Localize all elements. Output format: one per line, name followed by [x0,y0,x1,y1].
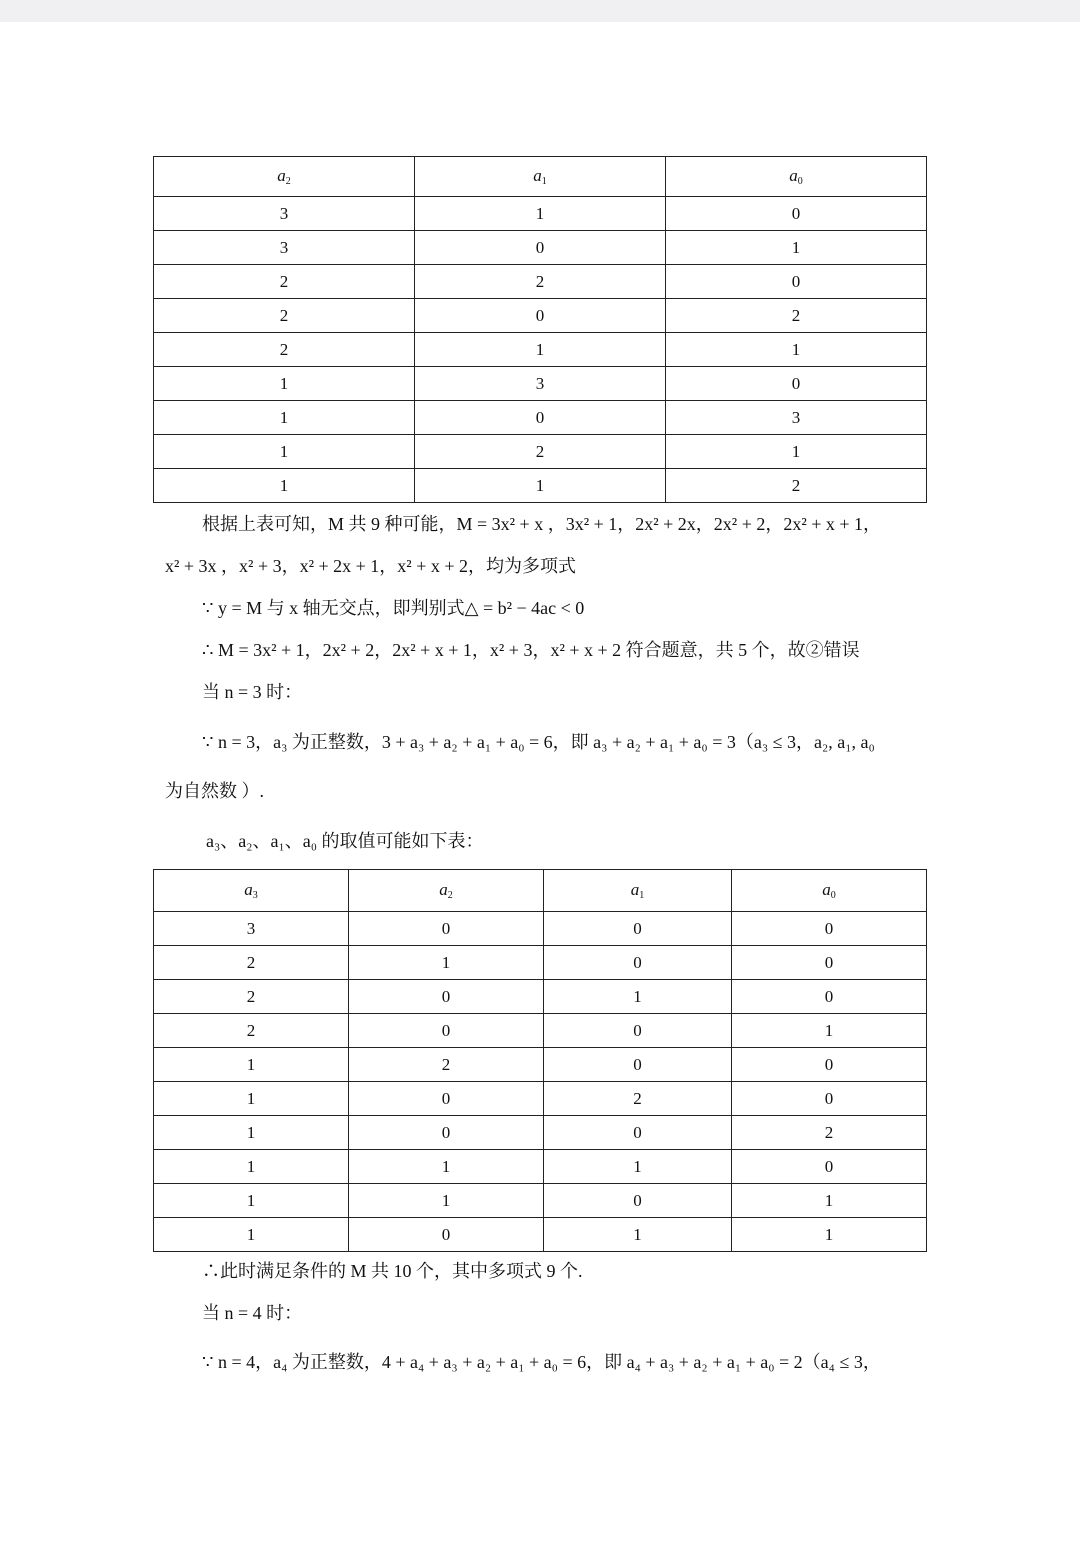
table-cell: 0 [349,1218,544,1252]
table-cell: 1 [154,401,415,435]
table-cell: 3 [154,912,349,946]
table-row [154,333,927,367]
table-cell: 2 [154,333,415,367]
table-row [154,1014,927,1048]
table-row [154,435,927,469]
table-cell: 3 [666,401,927,435]
table-header-row [154,870,927,912]
table-cell: 1 [154,1218,349,1252]
table-cell: 0 [544,1116,732,1150]
table-cell: 1 [154,1150,349,1184]
table-cell: 2 [415,435,666,469]
table-cell: 0 [544,1184,732,1218]
table-row [154,1184,927,1218]
coefficient-table-n3 [153,869,927,1252]
table-cell: 0 [544,912,732,946]
table-cell: 1 [415,469,666,503]
table-cell: 1 [154,1184,349,1218]
table-cell: 0 [349,912,544,946]
table-row [154,469,927,503]
table-cell: 2 [415,265,666,299]
table-cell: 1 [732,1184,927,1218]
table-cell: 1 [154,469,415,503]
table-cell: 1 [732,1218,927,1252]
table-row [154,231,927,265]
table-cell: 0 [349,980,544,1014]
table-row [154,980,927,1014]
table-cell: 0 [732,1048,927,1082]
table-cell: 0 [732,1150,927,1184]
table-row [154,1218,927,1252]
table-cell: 1 [415,197,666,231]
table-cell: 1 [544,980,732,1014]
table-cell: 0 [732,912,927,946]
table-cell: 1 [544,1150,732,1184]
coefficient-table-n2 [153,156,927,503]
table-cell: 0 [415,299,666,333]
table-cell: 0 [666,367,927,401]
text-line-n4-condition: ∵ n = 4，a₄ 为正整数，4 + a₄ + a₃ + a₂ + a₁ + a₀ = 6，即 a₄ + a₃ + a₂ + a₁ + a₀ = 2（a₄ ≤ 3， [202,1352,881,1372]
table-cell: 0 [666,197,927,231]
table-row [154,265,927,299]
table-cell: 3 [154,231,415,265]
table-cell: 2 [154,980,349,1014]
table-cell: 0 [666,265,927,299]
table-cell: 1 [349,1150,544,1184]
header-a1: $a_1$ [415,157,666,197]
table-row [154,367,927,401]
table-cell: 0 [349,1082,544,1116]
table-row [154,299,927,333]
table-cell: 1 [349,946,544,980]
table-cell: 2 [154,265,415,299]
table-row [154,1048,927,1082]
table-cell: 1 [732,1014,927,1048]
table-cell: 1 [544,1218,732,1252]
text-line-polynomials: x² + 3x ，x² + 3，x² + 2x + 1，x² + x + 2，均为多项式 [165,556,576,576]
viewer-top-bar [0,0,1080,22]
table-cell: 1 [154,1082,349,1116]
text-line-case-n3: 当 n = 3 时： [202,682,303,702]
table-cell: 1 [349,1184,544,1218]
table-cell: 0 [415,231,666,265]
text-line-count-summary: ∴此时满足条件的 M 共 10 个，其中多项式 9 个. [202,1261,583,1281]
table-cell: 0 [415,401,666,435]
text-line-table-intro: a₃、a₂、a₁、a₀ 的取值可能如下表： [206,831,484,851]
table-cell: 2 [349,1048,544,1082]
table-row [154,1082,927,1116]
table-cell: 2 [666,299,927,333]
table-cell: 1 [666,231,927,265]
text-line-possibilities: 根据上表可知，M 共 9 种可能，M = 3x² + x ，3x² + 1，2x² + 2x，2x² + 2，2x² + x + 1， [202,514,882,534]
table-cell: 0 [732,980,927,1014]
table-row [154,946,927,980]
table-cell: 1 [415,333,666,367]
text-line-discriminant: ∵ y = M 与 x 轴无交点，即判别式△ = b² − 4ac < 0 [202,598,585,618]
table-cell: 0 [544,1014,732,1048]
table-cell: 1 [154,1048,349,1082]
text-line-case-n4: 当 n = 4 时： [202,1303,303,1323]
table-cell: 0 [732,946,927,980]
header-a3: $a_3$ [154,870,349,912]
table-row [154,1150,927,1184]
text-line-n3-condition: ∵ n = 3，a₃ 为正整数，3 + a₃ + a₂ + a₁ + a₀ = 6，即 a₃ + a₂ + a₁ + a₀ = 3（a₃ ≤ 3，a₂, a₁, a₀ [202,732,875,752]
table-cell: 0 [349,1116,544,1150]
table-row [154,1116,927,1150]
table-cell: 1 [154,435,415,469]
header-a0: $a_0$ [666,157,927,197]
table-cell: 1 [666,435,927,469]
header-a2: $a_2$ [154,157,415,197]
header-a1: $a_1$ [544,870,732,912]
table-cell: 3 [415,367,666,401]
header-a0: $a_0$ [732,870,927,912]
table-cell: 0 [544,1048,732,1082]
table-cell: 2 [732,1116,927,1150]
table-cell: 2 [666,469,927,503]
text-line-natural-numbers: 为自然数 ）. [165,781,264,801]
table-cell: 2 [154,299,415,333]
table-header-row [154,157,927,197]
text-line-conclusion: ∴ M = 3x² + 1，2x² + 2，2x² + x + 1，x² + 3，x² + x + 2 符合题意，共 5 个，故②错误 [202,640,860,660]
table-cell: 1 [666,333,927,367]
table-cell: 0 [349,1014,544,1048]
table-cell: 2 [544,1082,732,1116]
table-cell: 2 [154,1014,349,1048]
table-row [154,912,927,946]
table-cell: 2 [154,946,349,980]
header-a2: $a_2$ [349,870,544,912]
table-cell: 0 [732,1082,927,1116]
table-cell: 1 [154,367,415,401]
table-cell: 1 [154,1116,349,1150]
table-cell: 3 [154,197,415,231]
table-cell: 0 [544,946,732,980]
table-row [154,197,927,231]
table-row [154,401,927,435]
